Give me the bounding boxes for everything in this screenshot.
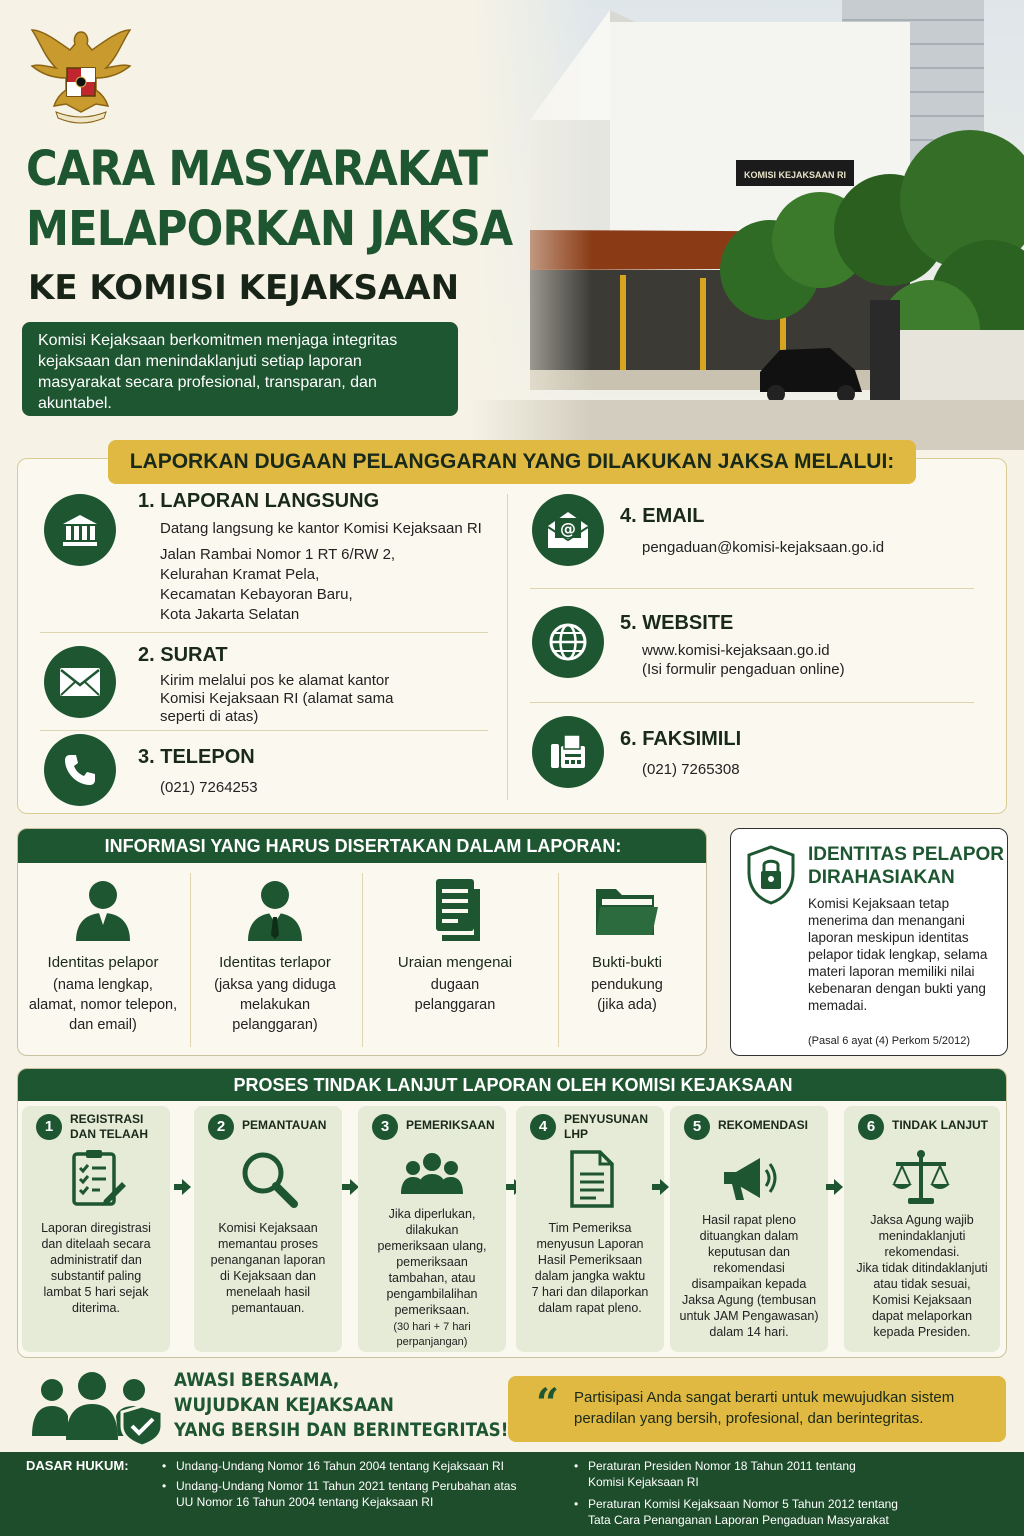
channel-line: Datang langsung ke kantor Komisi Kejaksaan RI <box>160 520 482 537</box>
divider <box>530 702 974 703</box>
channels-divider <box>507 494 508 800</box>
arrow-right-icon <box>652 1178 670 1196</box>
reporter-icon <box>68 875 138 945</box>
fax-icon <box>532 716 604 788</box>
privacy-text: Komisi Kejaksaan tetap menerima dan menangani laporan meskipun identitas pelapor tidak lengkap, selama materi laporan memiliki nilai kebenaran dengan bukti yang memadai. <box>808 896 988 1013</box>
title-line-2: MELAPORKAN JAKSA <box>26 201 513 257</box>
divider <box>40 632 488 633</box>
building-photo <box>470 0 1024 450</box>
step-number: 6 <box>858 1114 884 1140</box>
step-description: Laporan diregistrasi dan ditelaah secara administratif dan substantif paling lambat 5 hari sejak diterima. <box>41 1221 151 1315</box>
document-icon <box>420 875 490 945</box>
channel-line: (021) 7264253 <box>160 779 258 796</box>
globe-icon <box>532 606 604 678</box>
process-header: PROSES TINDAK LANJUT LAPORAN OLEH KOMISI KEJAKSAAN <box>18 1069 1007 1101</box>
community-shield-icon <box>30 1370 170 1446</box>
hero-section <box>0 0 1024 450</box>
legal-basis-item: • Peraturan Presiden Nomor 18 Tahun 2011 tentang Komisi Kejaksaan RI <box>588 1458 856 1490</box>
legal-basis-item: • Undang-Undang Nomor 16 Tahun 2004 tentang Kejaksaan RI <box>176 1458 504 1474</box>
channel-title: 2. SURAT <box>138 644 228 666</box>
divider <box>362 873 363 1047</box>
info-item <box>370 873 540 1047</box>
channel-title: 6. FAKSIMILI <box>620 728 742 750</box>
arrow-right-icon <box>174 1178 192 1196</box>
step-title: PENYUSUNAN LHP <box>564 1112 649 1141</box>
step-description: Hasil rapat pleno dituangkan dalam keputusan dan rekomendasi disampaikan kepada Jaksa Agung (tembusan untuk JAM Pengawasan) dalam 14 hari. <box>679 1213 819 1339</box>
process-step <box>358 1106 506 1352</box>
legal-basis-item: • Undang-Undang Nomor 11 Tahun 2021 tentang Perubahan atas UU Nomor 16 Tahun 2004 tentang Kejaksaan RI <box>176 1478 516 1510</box>
email-icon <box>532 494 604 566</box>
title-line-3: KE KOMISI KEJAKSAAN <box>28 268 460 308</box>
cta-slogan: AWASI BERSAMA, WUJUDKAN KEJAKSAAN YANG BERSIH DAN BERINTEGRITAS! <box>174 1369 509 1441</box>
channel-line: Jalan Rambai Nomor 1 RT 6/RW 2, <box>160 546 396 563</box>
quote-mark-icon: “ <box>536 1380 560 1427</box>
step-description: Tim Pemeriksa menyusun Laporan Hasil Pemeriksaan dalam jangka waktu 7 hari dan dilaporkan dalam rapat pleno. <box>531 1221 649 1315</box>
channel-line: www.komisi-kejaksaan.go.id <box>642 642 830 659</box>
process-step <box>22 1106 170 1352</box>
process-step <box>844 1106 1000 1352</box>
lock-shield-icon <box>745 845 797 905</box>
channel-title: 4. EMAIL <box>620 505 705 527</box>
required-info-panel <box>17 828 707 1056</box>
step-number: 1 <box>36 1114 62 1140</box>
step-title: PEMERIKSAAN <box>406 1118 495 1132</box>
scales-icon <box>890 1148 952 1210</box>
info-item <box>542 873 707 1047</box>
step-title: REGISTRASI DAN TELAAH <box>70 1112 148 1141</box>
info-item <box>190 873 360 1047</box>
step-description: Komisi Kejaksaan memantau proses penanganan laporan di Kejaksaan dan menelaah hasil pemantauan. <box>210 1221 326 1315</box>
step-description: Jika diperlukan, dilakukan pemeriksaan ulang, pemeriksaan tambahan, atau pengambilalihan pemeriksaan. <box>377 1207 487 1317</box>
process-step <box>516 1106 664 1352</box>
channel-line: seperti di atas) <box>160 708 259 725</box>
required-info-header: INFORMASI YANG HARUS DISERTAKAN DALAM LAPORAN: <box>18 829 707 863</box>
step-number: 5 <box>684 1114 710 1140</box>
channel-line: Kelurahan Kramat Pela, <box>160 566 320 583</box>
building-icon <box>44 494 116 566</box>
quote-text: Partisipasi Anda sangat berarti untuk mewujudkan sistem peradilan yang bersih, profesional, dan berintegritas. <box>574 1389 955 1427</box>
info-item-title: Identitas pelapor <box>47 954 159 971</box>
magnifier-icon <box>238 1148 300 1210</box>
privacy-title: IDENTITAS PELAPOR DIRAHASIAKAN <box>808 844 1004 888</box>
step-number: 3 <box>372 1114 398 1140</box>
step-title: TINDAK LANJUT <box>892 1118 988 1132</box>
intro-text: Komisi Kejaksaan berkomitmen menjaga integritas kejaksaan dan menindaklanjuti setiap laporan masyarakat secara profesional, transparan, dan akuntabel. <box>22 322 458 416</box>
arrow-right-icon <box>826 1178 844 1196</box>
channel-title: 1. LAPORAN LANGSUNG <box>138 490 380 512</box>
step-title: PEMANTAUAN <box>242 1118 327 1132</box>
info-item-title: Bukti-bukti <box>591 954 663 971</box>
channels-banner: LAPORKAN DUGAAN PELANGGARAN YANG DILAKUKAN JAKSA MELALUI: <box>108 440 916 484</box>
group-icon <box>394 1148 470 1210</box>
step-description: Jaksa Agung wajib menindaklanjuti rekomendasi. Jika tidak ditindaklanjuti atau tidak sesuai, Komisi Kejaksaan dapat melaporkan kepada Presiden. <box>856 1213 988 1339</box>
svg-text:@: @ <box>560 519 576 538</box>
step-title: REKOMENDASI <box>718 1118 809 1132</box>
channel-line: Kota Jakarta Selatan <box>160 606 300 623</box>
divider <box>530 588 974 589</box>
privacy-reference: (Pasal 6 ayat (4) Perkom 5/2012) <box>808 1035 971 1047</box>
info-item-desc: (jaksa yang diduga melakukan pelanggaran) <box>214 977 336 1033</box>
quote-box <box>508 1376 1006 1442</box>
legal-basis-footer <box>0 1452 1024 1536</box>
checklist-icon <box>66 1148 128 1210</box>
report-icon <box>560 1148 622 1210</box>
legal-basis-label: DASAR HUKUM: <box>26 1458 129 1473</box>
info-item-desc: dugaan pelanggaran <box>414 977 496 1013</box>
divider <box>40 730 488 731</box>
info-item-desc: (nama lengkap, alamat, nomor telepon, dan email) <box>28 977 178 1033</box>
phone-icon <box>44 734 116 806</box>
channel-line: Kirim melalui pos ke alamat kantor <box>160 672 390 689</box>
info-item-title: Identitas terlapor <box>219 954 331 971</box>
folder-icon <box>592 875 662 945</box>
title-line-1: CARA MASYARAKAT <box>26 141 488 197</box>
garuda-emblem <box>26 20 136 130</box>
channel-line: Komisi Kejaksaan RI (alamat sama <box>160 690 394 707</box>
channel-title: 5. WEBSITE <box>620 612 734 634</box>
channel-line: pengaduan@komisi-kejaksaan.go.id <box>642 539 885 556</box>
channel-title: 3. TELEPON <box>138 746 255 768</box>
step-note: (30 hari + 7 hari perpanjangan) <box>393 1321 471 1348</box>
info-item <box>18 873 188 1047</box>
channel-line: (021) 7265308 <box>642 761 740 778</box>
step-number: 4 <box>530 1114 556 1140</box>
info-item-title: Uraian mengenai <box>397 954 513 971</box>
envelope-icon <box>44 646 116 718</box>
channel-line: Kecamatan Kebayoran Baru, <box>160 586 353 603</box>
reported-icon <box>240 875 310 945</box>
privacy-panel <box>730 828 1008 1056</box>
legal-basis-item: • Peraturan Komisi Kejaksaan Nomor 5 Tahun 2012 tentang Tata Cara Penanganan Laporan Pengaduan Masyarakat <box>588 1496 898 1528</box>
process-step <box>194 1106 342 1352</box>
info-item-desc: pendukung (jika ada) <box>591 977 663 1013</box>
process-step <box>670 1106 828 1352</box>
megaphone-icon <box>718 1148 780 1210</box>
channel-line: (Isi formulir pengaduan online) <box>642 661 845 678</box>
step-number: 2 <box>208 1114 234 1140</box>
